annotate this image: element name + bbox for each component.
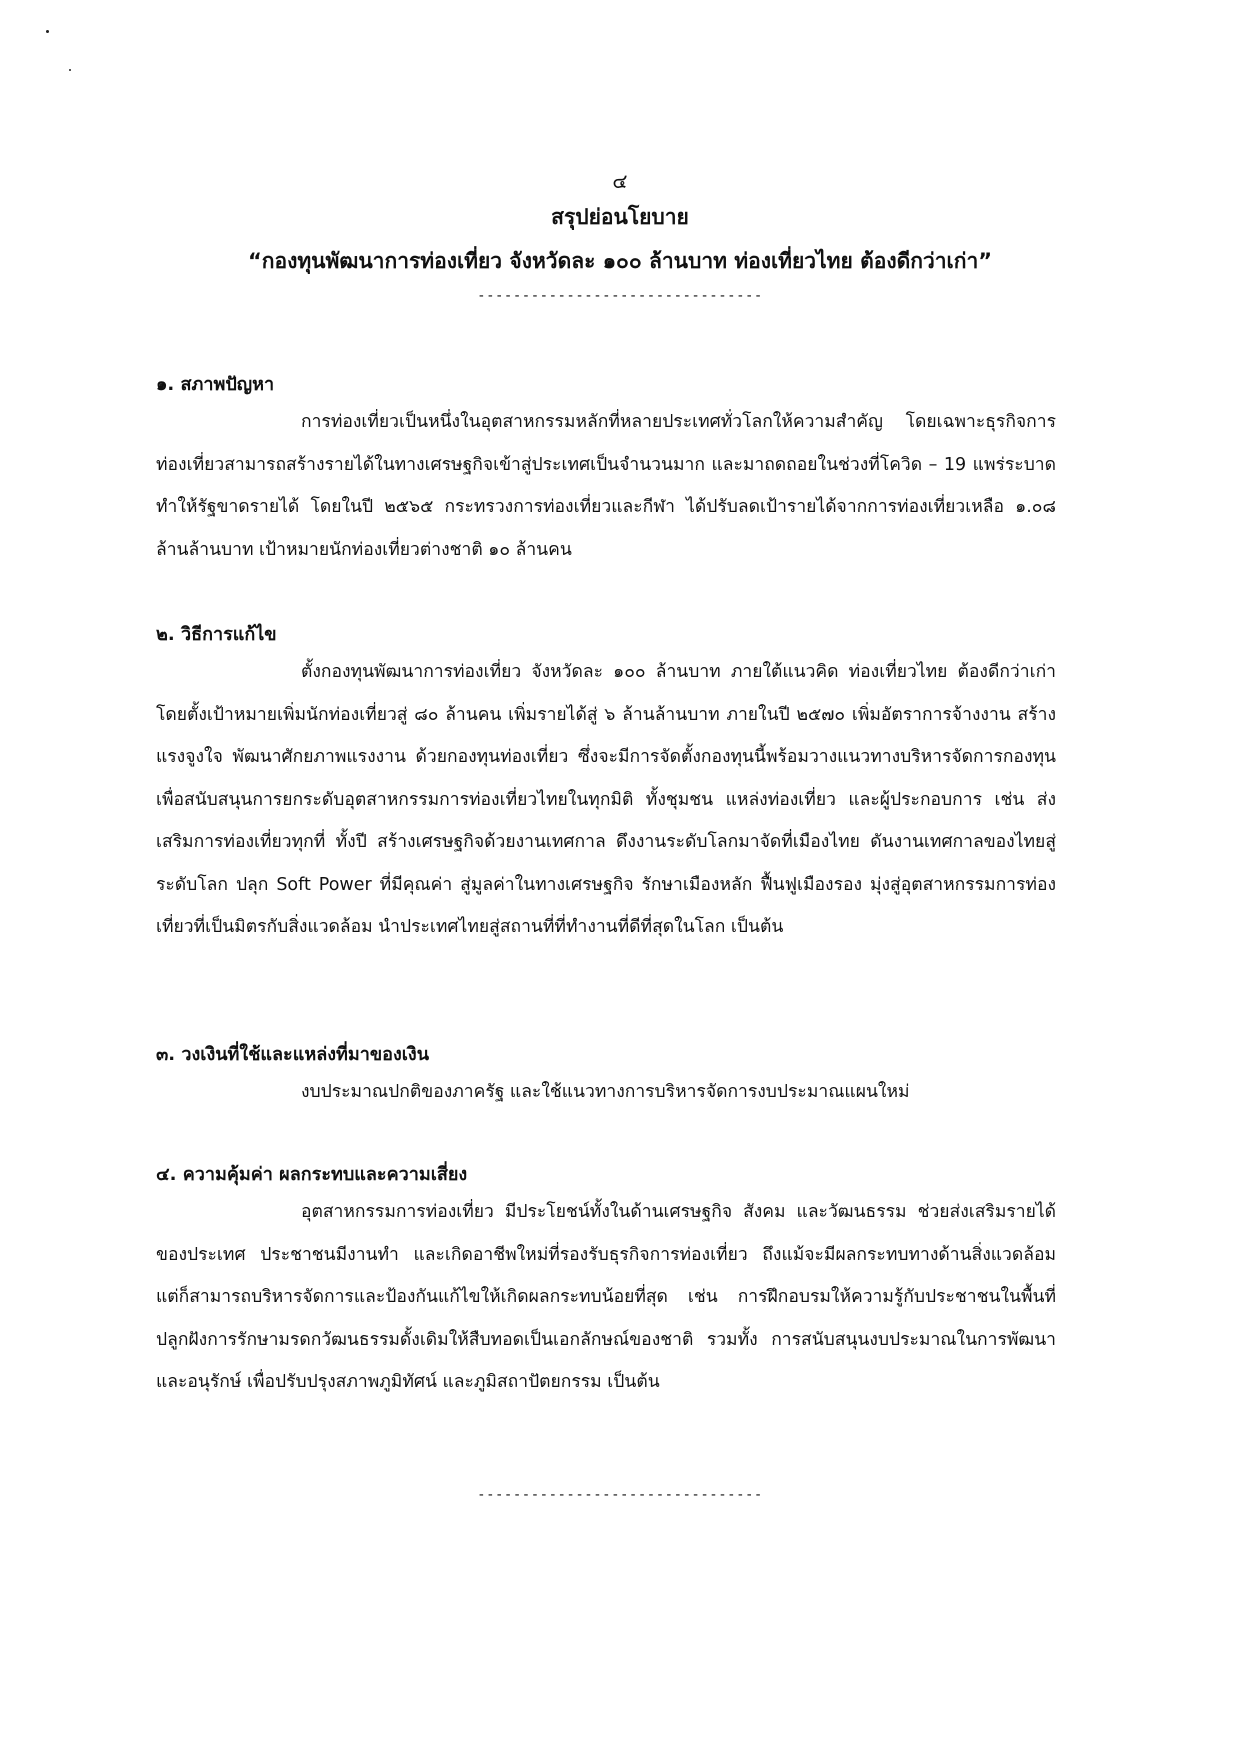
divider-top: -------------------------------- xyxy=(477,288,763,304)
section-budget xyxy=(156,1040,1056,1114)
scan-speck xyxy=(46,30,49,33)
page-number: ๔ xyxy=(612,169,628,193)
section-heading: ๒. วิธีการแก้ไข xyxy=(156,624,277,645)
section-heading: ๔. ความคุ้มค่า ผลกระทบและความเสี่ยง xyxy=(156,1164,468,1185)
scan-speck xyxy=(69,69,71,71)
section-heading: ๑. สภาพปัญหา xyxy=(156,374,275,395)
policy-title: “กองทุนพัฒนาการท่องเที่ยว จังหวัดละ ๑๐๐ ล้านบาท ท่องเที่ยวไทย ต้องดีกว่าเก่า” xyxy=(247,249,993,273)
section-body: การท่องเที่ยวเป็นหนึ่งในอุตสาหกรรมหลักที่หลายประเทศทั่วโลกให้ความสำคัญ โดยเฉพาะธุรกิจการท่องเที่ยวสามารถสร้างรายได้ในทางเศรษฐกิจเข้าสู่ประเทศเป็นจำนวนมาก และมาถดถอยในช่วงที่โควิด – 19 แพร่ระบาด ทำให้รัฐขาดรายได้ โดยในปี ๒๕๖๕ กระทรวงการท่องเที่ยวและกีฬา ได้ปรับลดเป้ารายได้จากการท่องเที่ยวเหลือ ๑.๐๘ ล้านล้านบาท เป้าหมายนักท่องเที่ยวต่างชาติ ๑๐ ล้านคน xyxy=(156,412,1056,560)
divider-bottom: -------------------------------- xyxy=(477,1487,763,1503)
section-heading: ๓. วงเงินที่ใช้และแหล่งที่มาของเงิน xyxy=(156,1044,429,1065)
section-problem xyxy=(156,370,1056,571)
section-value-impact-risk xyxy=(156,1160,1056,1404)
section-body: อุตสาหกรรมการท่องเที่ยว มีประโยชน์ทั้งในด้านเศรษฐกิจ สังคม และวัฒนธรรม ช่วยส่งเสริมรายได้ของประเทศ ประชาชนมีงานทำ และเกิดอาชีพใหม่ที่รองรับธุรกิจการท่องเที่ยว ถึงแม้จะมีผลกระทบทางด้านสิ่งแวดล้อม แต่ก็สามารถบริหารจัดการและป้องกันแก้ไขให้เกิดผลกระทบน้อยที่สุด เช่น การฝึกอบรมให้ความรู้กับประชาชนในพื้นที่ ปลูกฝังการรักษามรดกวัฒนธรรมดั้งเดิมให้สืบทอดเป็นเอกลักษณ์ของชาติ รวมทั้ง การสนับสนุนงบประมาณในการพัฒนาและอนุรักษ์ เพื่อปรับปรุงสภาพภูมิทัศน์ และภูมิสถาปัตยกรรม เป็นต้น xyxy=(156,1202,1056,1392)
section-body: ตั้งกองทุนพัฒนาการท่องเที่ยว จังหวัดละ ๑๐๐ ล้านบาท ภายใต้แนวคิด ท่องเที่ยวไทย ต้องดีกว่าเก่า โดยตั้งเป้าหมายเพิ่มนักท่องเที่ยวสู่ ๘๐ ล้านคน เพิ่มรายได้สู่ ๖ ล้านล้านบาท ภายในปี ๒๕๗๐ เพิ่มอัตราการจ้างงาน สร้างแรงจูงใจ พัฒนาศักยภาพแรงงาน ด้วยกองทุนท่องเที่ยว ซึ่งจะมีการจัดตั้งกองทุนนี้พร้อมวางแนวทางบริหารจัดการกองทุนเพื่อสนับสนุนการยกระดับอุตสาหกรรมการท่องเที่ยวไทยในทุกมิติ ทั้งชุมชน แหล่งท่องเที่ยว และผู้ประกอบการ เช่น ส่งเสริมการท่องเที่ยวทุกที่ ทั้งปี สร้างเศรษฐกิจด้วยงานเทศกาล ดึงงานระดับโลกมาจัดที่เมืองไทย ดันงานเทศกาลของไทยสู่ระดับโลก ปลุก Soft Power ที่มีคุณค่า สู่มูลค่าในทางเศรษฐกิจ รักษาเมืองหลัก ฟื้นฟูเมืองรอง มุ่งสู่อุตสาหกรรมการท่องเที่ยวที่เป็นมิตรกับสิ่งแวดล้อม นำประเทศไทยสู่สถานที่ที่ทำงานที่ดีที่สุดในโลก เป็นต้น xyxy=(156,662,1056,937)
document-title: สรุปย่อนโยบาย xyxy=(551,205,689,229)
section-body: งบประมาณปกติของภาครัฐ และใช้แนวทางการบริหารจัดการงบประมาณแผนใหม่ xyxy=(301,1082,910,1102)
section-solution xyxy=(156,620,1056,949)
